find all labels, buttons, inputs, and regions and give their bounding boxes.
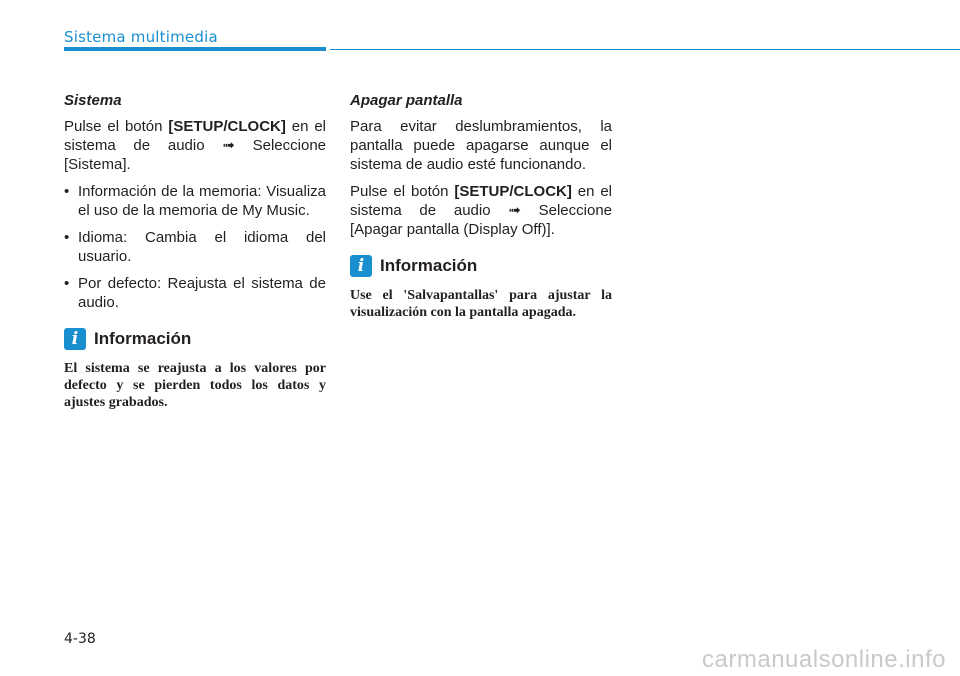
list-item: • Idioma: Cambia el idioma del usuario. bbox=[64, 228, 326, 266]
info-title: Información bbox=[94, 329, 192, 348]
setup-clock-button-label: [SETUP/CLOCK] bbox=[454, 183, 572, 200]
intro-text-pre: Pulse el botón bbox=[64, 118, 169, 135]
header-rule-thin bbox=[330, 49, 960, 50]
info-box-header bbox=[64, 328, 326, 350]
middle-column bbox=[350, 92, 612, 321]
watermark: carmanualsonline.info bbox=[702, 646, 946, 673]
heading-sistema: Sistema bbox=[64, 92, 122, 109]
para2-text-post: en el sistema de audio ➟ Seleccione [Apagar pantalla (Display Off)]. bbox=[350, 183, 612, 238]
section-title: Sistema multimedia bbox=[64, 28, 218, 46]
sistema-intro bbox=[64, 117, 326, 174]
info-title: Información bbox=[380, 256, 478, 275]
apagar-para-1: Para evitar deslumbramientos, la pantalla puede apagarse aunque el sistema de audio esté funcionando. bbox=[350, 118, 612, 173]
list-item: • Por defecto: Reajusta el sistema de audio. bbox=[64, 274, 326, 312]
intro-text-post: en el sistema de audio ➟ Seleccione [Sistema]. bbox=[64, 118, 326, 173]
info-box-header bbox=[350, 255, 612, 277]
info-text: Use el 'Salvapantallas' para ajustar la visualización con la pantalla apagada. bbox=[350, 288, 612, 320]
info-text: El sistema se reajusta a los valores por defecto y se pierden todos los datos y ajustes grabados. bbox=[64, 361, 326, 410]
apagar-para-2 bbox=[350, 182, 612, 239]
header-rule-thick bbox=[64, 47, 326, 51]
left-column bbox=[64, 92, 326, 411]
para2-text-pre: Pulse el botón bbox=[350, 183, 455, 200]
setup-clock-button-label: [SETUP/CLOCK] bbox=[168, 118, 286, 135]
page-number: 4-38 bbox=[64, 631, 96, 647]
info-icon: i bbox=[64, 328, 86, 350]
list-item: • Información de la memoria: Visualiza el uso de la memoria de My Music. bbox=[64, 182, 326, 220]
sistema-options-list bbox=[64, 182, 326, 312]
info-icon: i bbox=[350, 255, 372, 277]
heading-apagar-pantalla: Apagar pantalla bbox=[350, 92, 463, 109]
